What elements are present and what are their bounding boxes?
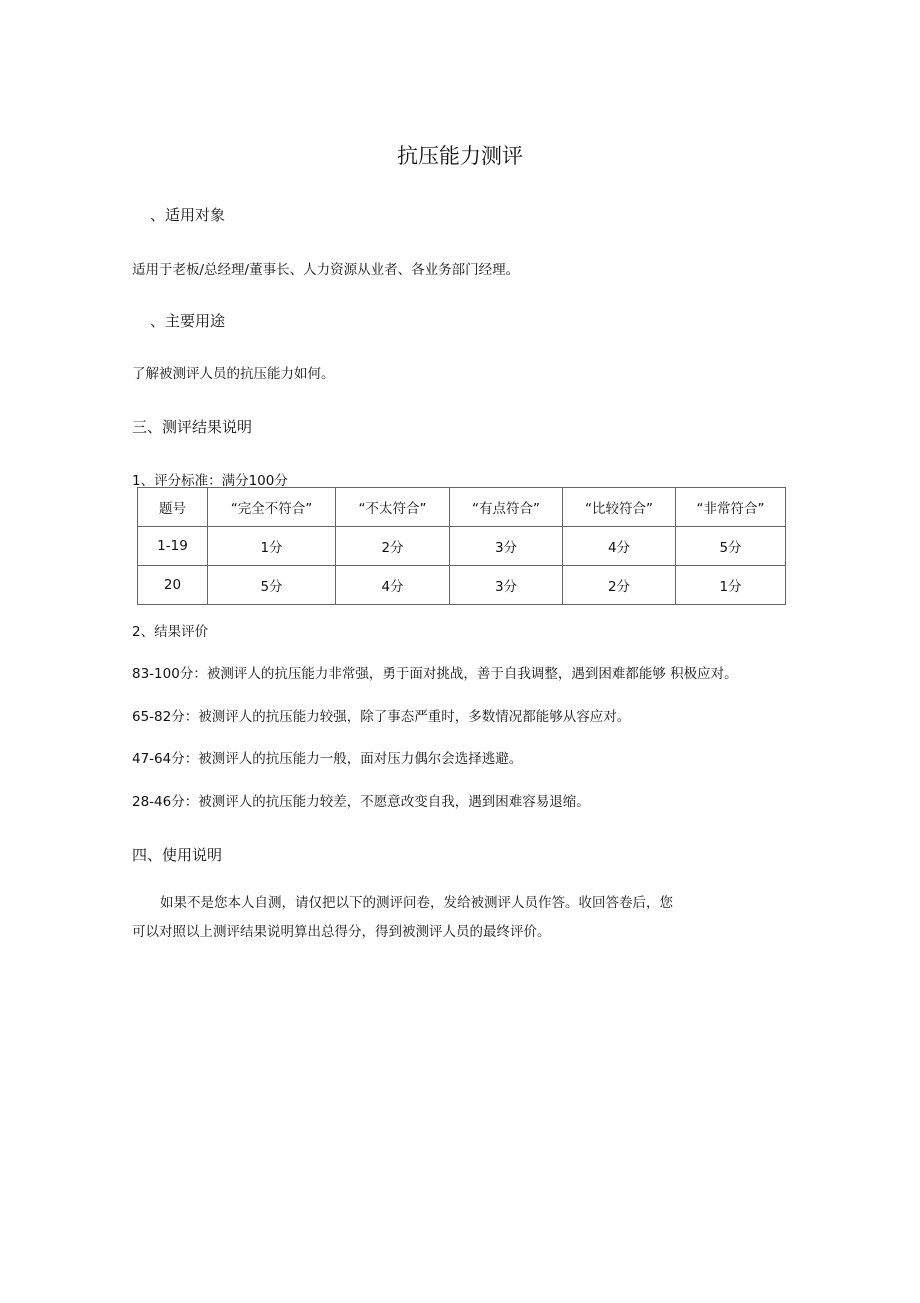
table-cell: 3分 <box>450 566 563 605</box>
table-cell: 1分 <box>676 566 786 605</box>
table-cell: 2分 <box>563 566 676 605</box>
usage-line-2: 可以对照以上测评结果说明算出总得分，得到被测评人员的最终评价。 <box>132 924 551 940</box>
result-item: 47-64分：被测评人的抗压能力一般，面对压力偶尔会选择逃避。 <box>132 751 523 767</box>
table-cell: 20 <box>138 566 208 605</box>
table-header-cell: 题号 <box>138 488 208 527</box>
table-cell: 4分 <box>336 566 450 605</box>
table-cell: 1分 <box>208 527 336 566</box>
result-item: 65-82分：被测评人的抗压能力较强，除了事态严重时，多数情况都能够从容应对。 <box>132 709 631 725</box>
table-cell: 5分 <box>676 527 786 566</box>
table-header-cell: “不太符合” <box>336 488 450 527</box>
result-evaluation-label: 2、结果评价 <box>132 624 209 640</box>
table-cell: 4分 <box>563 527 676 566</box>
section-heading-applicable: 、适用对象 <box>150 206 226 224</box>
table-cell: 1-19 <box>138 527 208 566</box>
table-header-cell: “非常符合” <box>676 488 786 527</box>
table-header-row <box>138 488 786 527</box>
table-row <box>138 527 786 566</box>
page-title: 抗压能力测评 <box>397 144 523 168</box>
result-item: 83-100分：被测评人的抗压能力非常强，勇于面对挑战，善于自我调整，遇到困难都能够 积极应对。 <box>132 666 738 682</box>
section-heading-results: 三、测评结果说明 <box>132 418 253 436</box>
table-header-cell: “有点符合” <box>450 488 563 527</box>
table-row <box>138 566 786 605</box>
section-body-applicable: 适用于老板/总经理/董事长、人力资源从业者、各业务部门经理。 <box>132 262 520 278</box>
table-cell: 3分 <box>450 527 563 566</box>
section-heading-usage: 四、使用说明 <box>132 846 223 864</box>
section-heading-purpose: 、主要用途 <box>150 312 226 330</box>
table-cell: 5分 <box>208 566 336 605</box>
table-cell: 2分 <box>336 527 450 566</box>
scoring-table <box>137 487 786 605</box>
table-header-cell: “完全不符合” <box>208 488 336 527</box>
table-header-cell: “比较符合” <box>563 488 676 527</box>
scoring-standard-label: 1、评分标准：满分100分 <box>132 473 288 489</box>
usage-line-1: 如果不是您本人自测，请仅把以下的测评问卷，发给被测评人员作答。收回答卷后，您 <box>160 895 673 911</box>
section-body-purpose: 了解被测评人员的抗压能力如何。 <box>132 366 335 382</box>
result-item: 28-46分：被测评人的抗压能力较差，不愿意改变自我，遇到困难容易退缩。 <box>132 794 590 810</box>
